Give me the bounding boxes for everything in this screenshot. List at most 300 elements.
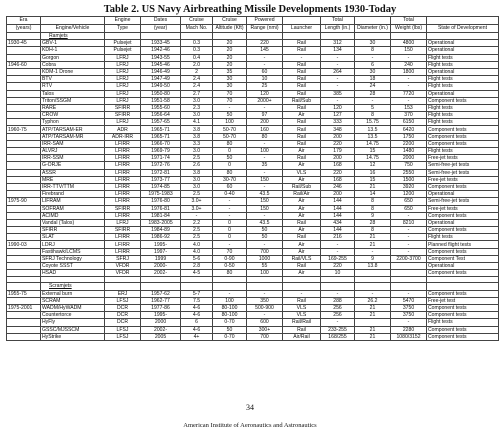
cell-diameter: 9 [355,212,391,219]
cell-diameter: 21 [355,304,391,311]
header-launcher [283,17,321,25]
cell-cruise-altitude: 0-70 [213,333,247,340]
cell-cruise-mach: 3.8 [181,126,213,133]
cell-cruise-altitude: 80 [213,140,247,147]
cell-state-of-development: Component tests [427,126,499,133]
table-row [7,54,499,61]
cell-cruise-mach: 4.0 [181,248,213,255]
cell-era [7,312,41,319]
cell-engine-vehicle: IRR-SAM [41,140,105,147]
table-row [7,255,499,262]
header-total-length: Total [321,17,355,25]
cell-engine-type: LFIRR [105,234,141,241]
table-row [7,104,499,111]
cell-engine-vehicle: ASSR [41,169,105,176]
cell-state-of-development: Component tests [427,97,499,104]
header-cruise-mach: Mach No. [181,25,213,33]
cell-diameter: 8 [355,112,391,119]
cell-engine-vehicle: ATP/TARSAM-ER [41,126,105,133]
cell-powered-range: 150 [247,205,283,212]
cell-powered-range: 10 [247,76,283,83]
cell-diameter: 15 [355,148,391,155]
cell-cruise-altitude: 30 [213,83,247,90]
cell-state-of-development: Operational [427,263,499,270]
cell-state-of-development: Operational [427,191,499,198]
table-row [7,148,499,155]
cell-total-weight: 3750 [391,312,427,319]
cell-total-weight: 8210 [391,219,427,226]
cell-total-length: 348 [321,126,355,133]
cell-dates: 1972-76 [141,162,181,169]
cell-state-of-development: Free-jet test [427,297,499,304]
cell-launcher: Rail/Sub [283,97,321,104]
table-row [7,297,499,304]
cell-engine-vehicle: SOFRAM [41,205,105,212]
cell-engine-type: DCR [105,319,141,326]
cell-total-weight: 750 [391,162,427,169]
cell-era [7,47,41,54]
header-state-of-development [427,17,499,25]
cell-state-of-development: Flight tests [427,119,499,126]
cell-engine-vehicle: GBV-1 [41,40,105,47]
cell-era [7,212,41,219]
cell-engine-type: LFIRR [105,212,141,219]
cell-diameter: 21 [355,183,391,190]
cell-cruise-mach: 3.0 [181,148,213,155]
cell-total-length: 220 [321,169,355,176]
cell-state-of-development: Component tests [427,140,499,147]
header-diameter [355,17,391,25]
cell-cruise-mach: 3.8 [181,133,213,140]
cell-diameter: 6 [355,61,391,68]
table-row [7,290,499,297]
cell-cruise-mach: 3.8 [181,169,213,176]
table-row [7,333,499,340]
cell-dates: 1977-86 [141,304,181,311]
cell-launcher [283,283,321,290]
cell-engine-type: LFRJ [105,119,141,126]
cell-engine-type: DCR [105,304,141,311]
cell-era [7,255,41,262]
table-row [7,68,499,75]
cell-total-length: 169-255 [321,255,355,262]
cell-cruise-mach: 4.0 [181,241,213,248]
cell-cruise-mach: 2.5 [181,191,213,198]
cell-engine-vehicle: HyStrike [41,333,105,340]
cell-launcher: Air [283,176,321,183]
cell-diameter: 21 [355,241,391,248]
cell-launcher: Rail [283,104,321,111]
cell-cruise-altitude: 80-100 [213,304,247,311]
cell-engine-type: ADR-IRR [105,133,141,140]
cell-total-length: 200 [321,133,355,140]
cell-cruise-mach: 4-6 [181,304,213,311]
cell-engine-type [105,283,141,290]
cell-cruise-altitude: 0-40 [213,191,247,198]
cell-dates: 1984-89 [141,227,181,234]
cell-engine-vehicle: SFRJ Technology [41,255,105,262]
cell-total-weight [391,270,427,277]
cell-engine-vehicle: HyFly [41,319,105,326]
cell-dates: 1975-1983 [141,191,181,198]
cell-total-weight: - [391,290,427,297]
cell-cruise-altitude: - [213,205,247,212]
cell-total-length: - [321,61,355,68]
cell-era: 1960-75 [7,126,41,133]
cell-era [7,326,41,333]
cell-dates: 1962-77 [141,297,181,304]
cell-launcher: Air [283,241,321,248]
header-diameter: Diameter (in.) [355,25,391,33]
cell-powered-range: 145 [247,47,283,54]
cell-cruise-mach: 0.4 [181,54,213,61]
cell-launcher: Rail [283,133,321,140]
cell-launcher: Rail/Rail [283,319,321,326]
cell-diameter: 26.2 [355,297,391,304]
cell-powered-range: 43.5 [247,191,283,198]
cell-launcher: Rail [283,234,321,241]
cell-total-weight: 1200 [391,191,427,198]
cell-engine-vehicle: Gorgon [41,54,105,61]
cell-dates: 1949-50 [141,83,181,90]
cell-diameter: 15.75 [355,119,391,126]
cell-engine-type: ADR [105,126,141,133]
cell-powered-range: - [247,155,283,162]
cell-state-of-development: Semi-free-jet tests [427,169,499,176]
table-row [7,312,499,319]
cell-era [7,97,41,104]
cell-engine-vehicle: Ramjets [41,33,105,40]
cell-dates: 1969-79 [141,148,181,155]
cell-engine-type: LFSJ [105,297,141,304]
cell-total-length: - [321,319,355,326]
cell-diameter [355,319,391,326]
cell-engine-type: LFRJ [105,90,141,97]
cell-engine-vehicle: Scramjets [41,283,105,290]
cell-total-weight: - [391,83,427,90]
cell-engine-type: LFRJ [105,97,141,104]
cell-cruise-mach: 5-6 [181,255,213,262]
cell-engine-type: Pulsejet [105,47,141,54]
cell-engine-vehicle: MRE [41,176,105,183]
cell-total-length: 385 [321,90,355,97]
cell-cruise-altitude: - [213,290,247,297]
cell-launcher: Rail [283,47,321,54]
cell-era [7,33,41,40]
cell-diameter: - [355,97,391,104]
cell-state-of-development: Flight tests [427,112,499,119]
table-row [7,133,499,140]
cell-powered-range: 100 [247,270,283,277]
cell-cruise-mach: 2.5 [181,227,213,234]
cell-powered-range: - [247,183,283,190]
cell-diameter: 21 [355,326,391,333]
cell-diameter: 12 [355,162,391,169]
cell-powered-range: 350 [247,297,283,304]
cell-powered-range: 50 [247,227,283,234]
cell-cruise-altitude [213,33,247,40]
cell-dates: 1986-92 [141,234,181,241]
cell-cruise-mach: 7.5 [181,297,213,304]
cell-engine-type: LFIRR [105,248,141,255]
cell-total-weight: - [391,241,427,248]
cell-total-length: 168 [321,176,355,183]
cell-cruise-mach: 2.8 [181,263,213,270]
cell-dates: 1933-45 [141,40,181,47]
cell-dates [141,283,181,290]
cell-powered-range: 200 [247,119,283,126]
cell-total-length: 264 [321,68,355,75]
cell-era [7,76,41,83]
header-row [7,17,499,25]
cell-era [7,183,41,190]
cell-state-of-development [427,33,499,40]
cell-total-length: 168 [321,162,355,169]
cell-era: 1930-45 [7,40,41,47]
cell-engine-vehicle: HSAD [41,270,105,277]
cell-total-weight: 1500 [391,176,427,183]
cell-cruise-altitude: 80-100 [213,312,247,319]
page-number: 34 [246,403,254,412]
cell-total-weight: - [391,97,427,104]
cell-diameter: 28 [355,90,391,97]
cell-total-length: 333 [321,119,355,126]
cell-engine-type: LFIRR [105,191,141,198]
header-era: Era [7,17,41,25]
cell-launcher: Air [283,248,321,255]
section-row [7,33,499,40]
cell-total-length: 312 [321,40,355,47]
cell-total-weight: 650 [391,205,427,212]
cell-dates: 1957-62 [141,290,181,297]
cell-powered-range: - [247,140,283,147]
cell-launcher: Rail [283,263,321,270]
cell-state-of-development: Flight tests [427,319,499,326]
cell-launcher: Air [283,198,321,205]
cell-launcher: Air [283,205,321,212]
cell-state-of-development: Flight tests [427,234,499,241]
cell-cruise-altitude: 20 [213,61,247,68]
cell-cruise-mach: 4-5 [181,270,213,277]
cell-engine-vehicle: SFIRR [41,227,105,234]
cell-engine-vehicle: SCRAM [41,297,105,304]
table-row [7,119,499,126]
cell-engine-vehicle: External burn [41,290,105,297]
cell-total-weight: - [391,76,427,83]
cell-diameter: 14 [355,191,391,198]
cell-state-of-development: Flight tests [427,76,499,83]
cell-engine-vehicle: IRR-SSM [41,155,105,162]
cell-cruise-mach: 2.5 [181,155,213,162]
cell-launcher: Rail [283,119,321,126]
cell-era [7,54,41,61]
cell-state-of-development: Component tests [427,183,499,190]
cell-engine-type: ERJ [105,290,141,297]
cell-total-length: 134 [321,47,355,54]
cell-engine-type: SFIRR [105,104,141,111]
cell-diameter [355,33,391,40]
cell-launcher: Rail [283,155,321,162]
header-cruise-altitude: Altitude (Kft) [213,25,247,33]
header-engine-type: Type [105,25,141,33]
cell-cruise-altitude: 80 [213,270,247,277]
cell-cruise-altitude: 0-70 [213,319,247,326]
cell-era: 1975-90 [7,198,41,205]
cell-engine-type: LFIRR [105,169,141,176]
cell-era [7,333,41,340]
cell-diameter: 21 [355,312,391,319]
cell-launcher: Rail [283,61,321,68]
cell-cruise-mach: 5-7 [181,290,213,297]
cell-state-of-development: Component tests [427,326,499,333]
cell-total-length: 434 [321,219,355,226]
cell-engine-vehicle: Triton/SSGM [41,97,105,104]
cell-launcher: VLS [283,312,321,319]
cell-launcher: Air [283,270,321,277]
cell-cruise-altitude [213,283,247,290]
cell-era [7,155,41,162]
cell-powered-range [247,283,283,290]
cell-engine-type: LFRJ [105,76,141,83]
cell-total-length: 127 [321,112,355,119]
header-total-weight: Total [391,17,427,25]
cell-engine-type: LFIRR [105,148,141,155]
cell-engine-type: LFRJ [105,83,141,90]
cell-total-weight: 150 [391,47,427,54]
cell-cruise-mach: 3.3 [181,140,213,147]
cell-era [7,234,41,241]
cell-engine-vehicle: G-ORJE [41,162,105,169]
cell-diameter: 8 [355,198,391,205]
cell-powered-range: 160 [247,126,283,133]
cell-launcher: Air/Rail [283,333,321,340]
cell-cruise-mach: 2.6 [181,162,213,169]
cell-cruise-altitude: 0 [213,219,247,226]
cell-engine-type: SFIRR [105,205,141,212]
table-row [7,212,499,219]
cell-state-of-development: Flight tests [427,54,499,61]
cell-powered-range: 55 [247,263,283,270]
cell-powered-range: 120 [247,90,283,97]
cell-total-length: - [321,83,355,90]
table-row [7,40,499,47]
cell-powered-range [247,33,283,40]
table-row [7,176,499,183]
cell-engine-vehicle: SLAT [41,234,105,241]
cell-engine-type: LFSJ [105,333,141,340]
cell-total-weight: 6150 [391,119,427,126]
cell-state-of-development [427,283,499,290]
cell-state-of-development: Component tests [427,133,499,140]
cell-state-of-development: Component tests [427,290,499,297]
cell-total-length: 144 [321,227,355,234]
table-row [7,47,499,54]
cell-launcher: Rail [283,140,321,147]
cell-engine-vehicle: WADM/HyWADM [41,304,105,311]
cell-era [7,133,41,140]
cell-dates: 1957-65 [141,119,181,126]
cell-total-weight: 240 [391,61,427,68]
cell-total-weight: - [391,248,427,255]
cell-cruise-altitude: 30 [213,76,247,83]
cell-dates: 1973-77 [141,176,181,183]
cell-total-weight: 2200 [391,140,427,147]
cell-dates: 1995- [141,312,181,319]
cell-cruise-altitude: 50 [213,112,247,119]
cell-diameter: 8 [355,205,391,212]
cell-powered-range: - [247,290,283,297]
cell-powered-range: - [247,169,283,176]
cell-total-length: 179 [321,148,355,155]
cell-launcher [283,33,321,40]
cell-diameter: 14.75 [355,155,391,162]
cell-cruise-altitude: 20 [213,40,247,47]
cell-powered-range: - [247,212,283,219]
cell-cruise-mach: 4.1 [181,119,213,126]
cell-engine-vehicle: KDH-1 [41,47,105,54]
cell-engine-vehicle: Firebrand [41,191,105,198]
table-row [7,326,499,333]
cell-total-length: 144 [321,198,355,205]
cell-total-weight: 1480 [391,148,427,155]
cell-engine-type: LFIRR [105,162,141,169]
table-row [7,234,499,241]
cell-era [7,227,41,234]
cell-powered-range: 700 [247,333,283,340]
cell-dates: 1999 [141,255,181,262]
cell-engine-vehicle: Talos [41,90,105,97]
cell-state-of-development: Component tests [427,333,499,340]
cell-engine-vehicle: Cobra [41,61,105,68]
cell-engine-vehicle: LDRJ [41,241,105,248]
cell-diameter: 14.75 [355,140,391,147]
table-row [7,169,499,176]
cell-total-weight: 1750 [391,133,427,140]
cell-engine-vehicle: KDM-1 Drone [41,68,105,75]
cell-state-of-development: Operational [427,47,499,54]
cell-total-length [321,33,355,40]
table-row [7,162,499,169]
cell-cruise-altitude: 30-70 [213,176,247,183]
cell-diameter: 21 [355,234,391,241]
cell-powered-range: 1000 [247,255,283,262]
cell-cruise-altitude: 0 [213,227,247,234]
cell-state-of-development: Component tests [427,304,499,311]
cell-dates: 1965-71 [141,126,181,133]
cell-engine-vehicle: RARE [41,104,105,111]
missile-developments-table [6,16,499,341]
cell-cruise-mach: 3.0+ [181,198,213,205]
cell-total-length: - [321,241,355,248]
table-title: Table 2. US Navy Airbreathing Missile Developments 1930-Today [103,4,397,15]
header-dates: Dates [141,17,181,25]
cell-diameter: - [355,54,391,61]
header-row [7,25,499,33]
cell-dates: 1950-80 [141,90,181,97]
cell-dates: 1976-80 [141,198,181,205]
cell-dates: 1942-46 [141,47,181,54]
cell-launcher: Rail/Sub [283,183,321,190]
cell-cruise-mach: - [181,212,213,219]
footer-text: American Institute of Aeronautics and Astronautics [183,422,317,429]
cell-cruise-altitude: - [213,212,247,219]
cell-total-length: 10 [321,270,355,277]
cell-total-weight: - [391,227,427,234]
cell-total-length: 144 [321,212,355,219]
cell-state-of-development: Component tests [427,248,499,255]
cell-engine-type: VFDR [105,270,141,277]
cell-engine-type: LFRJ [105,219,141,226]
